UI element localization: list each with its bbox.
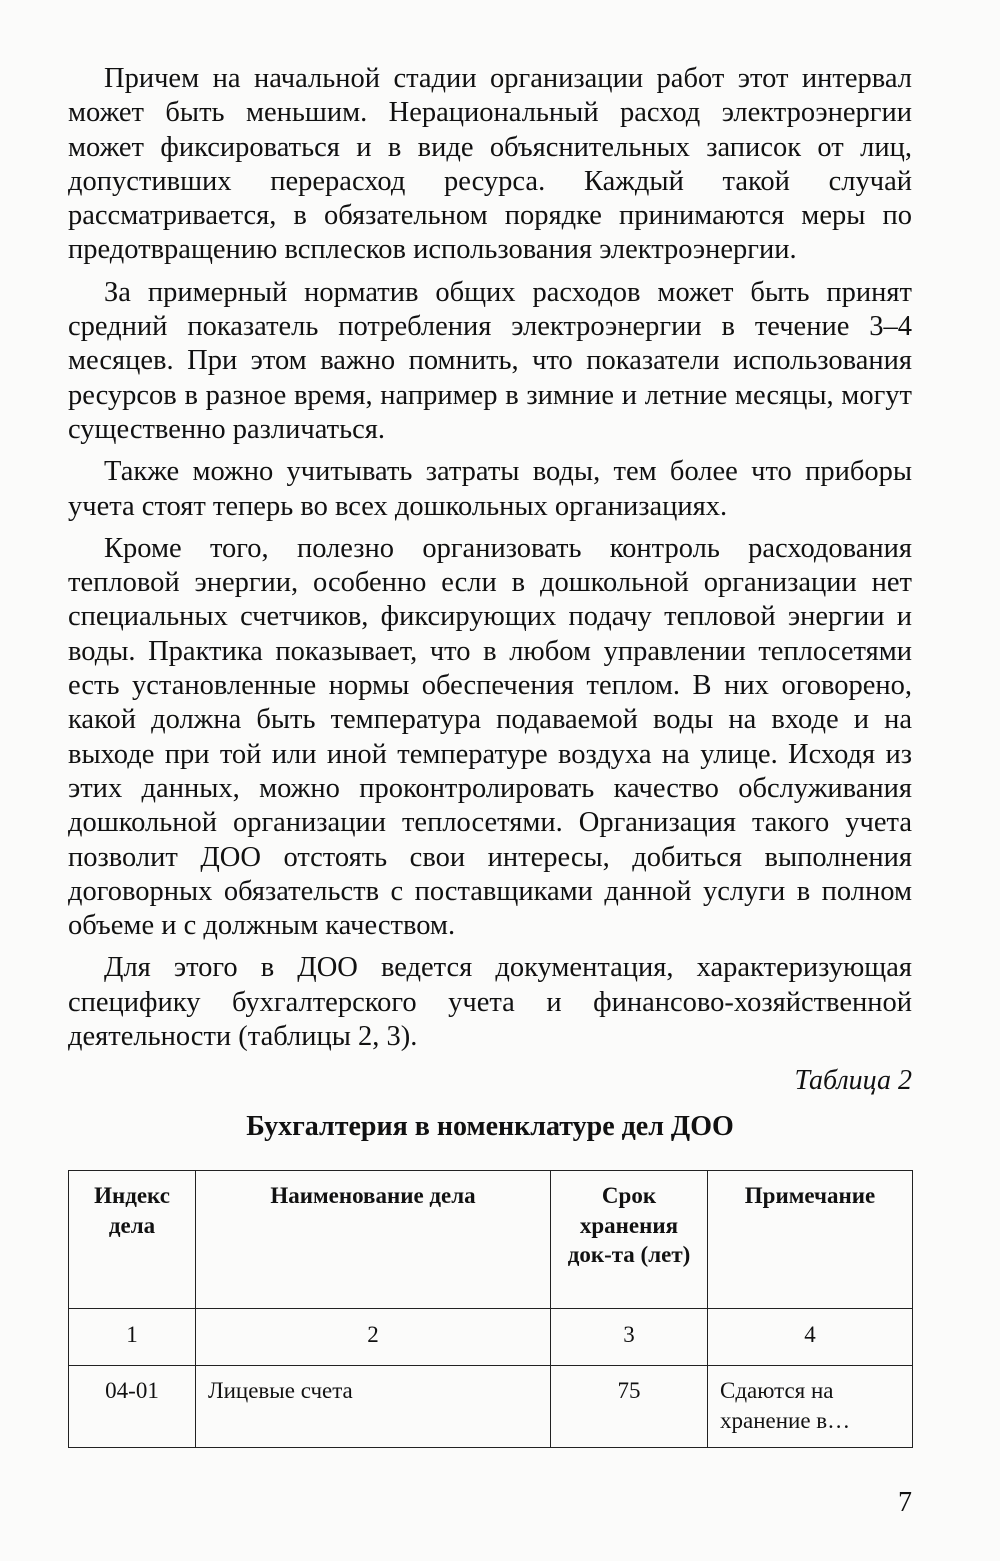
paragraph-3: Также можно учитывать затраты воды, тем более что приборы учета стоят теперь во всех дошкольных организациях. xyxy=(68,456,912,522)
column-number-2: 2 xyxy=(196,1309,551,1366)
paragraph-2: За примерный норматив общих расходов может быть принят средний показатель потребления электроэнергии в течение 3–4 месяцев. При этом важно помнить, что показатели использования ресурсов в разное время, например в зимние и летние месяцы, могут существенно различаться. xyxy=(68,276,912,445)
table-title: Бухгалтерия в номенклатуре дел ДОО xyxy=(246,1111,734,1143)
paragraph-1: Причем на начальной стадии организации работ этот интервал может быть меньшим. Нерациональный расход электроэнергии может фиксироваться и в виде объяснительных записок от лиц, допустивших перерасход ресурса. Каждый такой случай рассматривается, в обязательном порядке принимаются меры по предотвращению всплесков использования электроэнергии. xyxy=(68,63,912,266)
header-name: Наименование дела xyxy=(196,1171,551,1309)
header-index: Индекс дела xyxy=(69,1171,196,1309)
column-number-4: 4 xyxy=(708,1309,913,1366)
page-number: 7 xyxy=(898,1487,912,1518)
column-number-1: 1 xyxy=(69,1309,196,1366)
table-label: Таблица 2 xyxy=(794,1065,912,1097)
cell-note: Сдаются на хранение в… xyxy=(708,1366,913,1448)
header-term: Срок хранения док-та (лет) xyxy=(551,1171,708,1309)
paragraph-5: Для этого в ДОО ведется документация, характеризующая специфику бухгалтерского учета и финансово-хозяйственной деятельности (таблицы 2, 3). xyxy=(68,952,912,1053)
cell-index: 04-01 xyxy=(69,1366,196,1448)
column-number-row xyxy=(69,1309,913,1366)
table-header-row xyxy=(69,1171,913,1309)
paragraph-4: Кроме того, полезно организовать контроль расходования тепловой энергии, особенно если в дошкольной организации нет специальных счетчиков, фиксирующих подачу тепловой энергии и воды. Практика показывает, что в любом управлении теплосетями есть установленные нормы обеспечения теплом. В них оговорено, какой должна быть температура подаваемой воды на входе и на выходе при той или иной температуре воздуха на улице. Исходя из этих данных, можно проконтролировать качество обслуживания дошкольной организации теплосетями. Организация такого учета позволит ДОО отстоять свои интересы, добиться выполнения договорных обязательств с поставщиками данной услуги в полном объеме и с должным качеством. xyxy=(68,532,912,942)
cell-term: 75 xyxy=(551,1366,708,1448)
page-body xyxy=(68,62,912,1448)
nomenclature-table xyxy=(68,1170,913,1448)
column-number-3: 3 xyxy=(551,1309,708,1366)
cell-name: Лицевые счета xyxy=(196,1366,551,1448)
header-note: Примечание xyxy=(708,1171,913,1309)
table-row xyxy=(69,1366,913,1448)
